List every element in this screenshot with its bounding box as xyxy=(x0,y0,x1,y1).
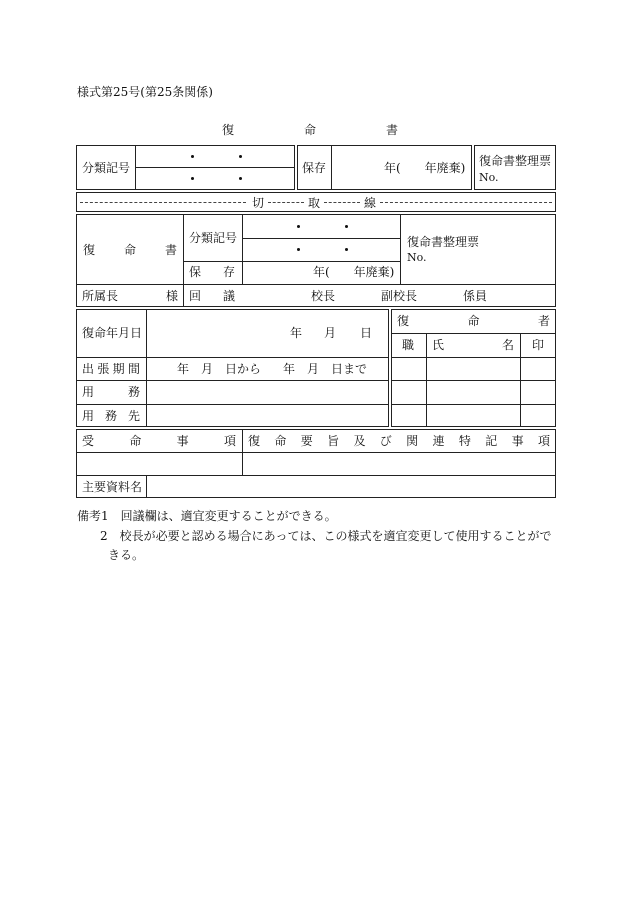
yomu-label: 用 務 xyxy=(82,385,140,399)
sama-label: 様 xyxy=(166,289,179,303)
period-from: 年 月 日から xyxy=(177,362,262,376)
cut-line-char-3: 線 xyxy=(364,196,377,210)
kanren-jiko-label: 復 命 要 旨 及 び 関 連 特 記 事 項 xyxy=(248,434,550,448)
shucho-label: 出 張 期 間 xyxy=(82,362,140,376)
middle-hozon-label: 保 存 xyxy=(189,265,235,279)
yomusaki-label: 用 務 先 xyxy=(82,409,140,423)
cut-line-char-1: 切 xyxy=(252,196,265,210)
middle-seiri-no: No. xyxy=(407,251,427,264)
kaigi-label: 回 議 xyxy=(189,289,235,303)
date-day: 日 xyxy=(360,326,373,340)
fukumei-date-label: 復命年月日 xyxy=(82,326,143,340)
upper-seiri-no: No. xyxy=(479,171,499,184)
shiryo-label: 主要資料名 xyxy=(82,480,143,494)
middle-title: 復 命 書 xyxy=(83,243,177,257)
form-number: 様式第25号(第25条関係) xyxy=(77,85,213,99)
upper-seiri-label: 復命書整理票 xyxy=(479,154,552,168)
kocho-label: 校長 xyxy=(311,289,336,303)
note-1: 備考1 回議欄は、適宜変更することができる。 xyxy=(77,509,337,523)
middle-hozon-value: 年( 年廃棄) xyxy=(313,265,395,279)
shimei-label: 氏 名 xyxy=(432,338,514,352)
cut-line-char-2: 取 xyxy=(308,196,321,210)
upper-hozon-label: 保存 xyxy=(302,161,327,175)
kakari-label: 係員 xyxy=(463,289,488,303)
form-title: 復 命 書 xyxy=(222,123,398,137)
upper-hozon-value: 年( 年廃棄) xyxy=(384,161,466,175)
date-year: 年 xyxy=(290,326,303,340)
fukumeisha-label: 復 命 者 xyxy=(397,314,550,328)
shoku-label: 職 xyxy=(402,338,415,352)
note-2-line-1: 2 校長が必要と認める場合にあっては、この様式を適宜変更して使用することがで xyxy=(100,529,552,543)
note-2-line-2: きる。 xyxy=(108,548,145,562)
period-to: 年 月 日まで xyxy=(283,362,368,376)
upper-bunrui-label: 分類記号 xyxy=(82,161,131,175)
shozoku-label: 所属長 xyxy=(82,289,119,303)
in-label: 印 xyxy=(532,338,545,352)
fuku-kocho-label: 副校長 xyxy=(381,289,418,303)
middle-bunrui-label: 分類記号 xyxy=(189,231,238,245)
date-month: 月 xyxy=(324,326,337,340)
middle-seiri-label: 復命書整理票 xyxy=(407,235,480,249)
jumei-jiko-label: 受 命 事 項 xyxy=(82,434,236,448)
